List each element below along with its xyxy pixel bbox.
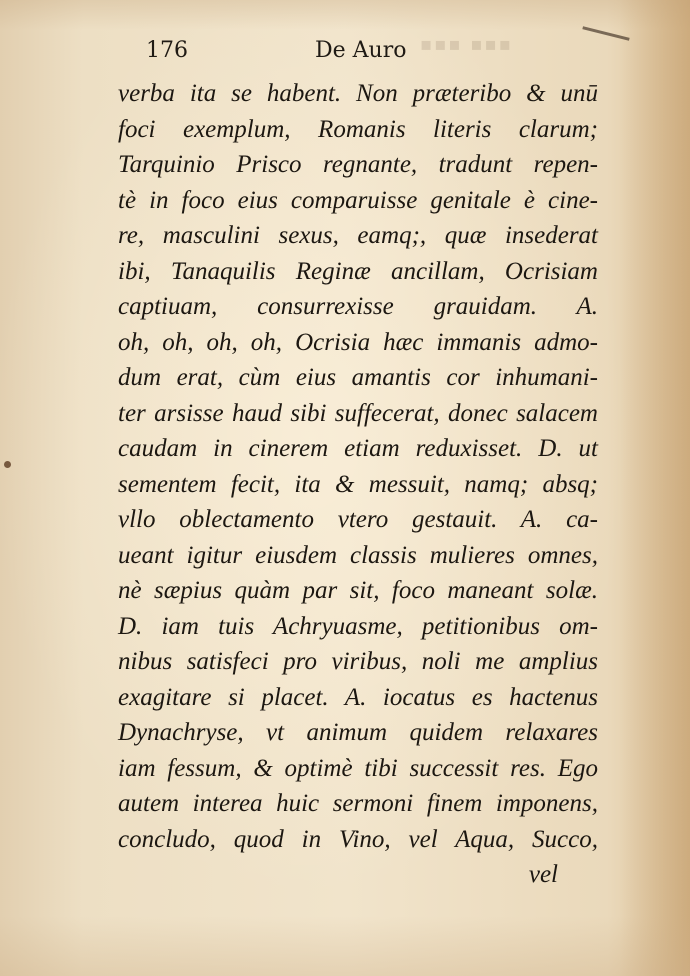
- page-shadow-right: [620, 0, 690, 976]
- text-line: nè sӕpius quàm par sit, foco maneant solӕ.: [118, 577, 598, 604]
- ink-spot: [4, 461, 11, 468]
- text-line: sementem fecit, ita & messuit, namq; absq;: [118, 470, 598, 498]
- text-line: Dynachryse, vt animum quidem relaxares: [118, 719, 598, 746]
- running-title: De Auro: [315, 38, 407, 63]
- text-line: ibi, Tanaquilis Reginӕ ancillam, Ocrisiam: [118, 257, 598, 285]
- text-line: vllo oblectamento vtero gestauit. A. ca-: [118, 506, 598, 533]
- text-line: exagitare si placet. A. iocatus es hactenus: [118, 683, 598, 711]
- text-line: concludo, quod in Vino, vel Aqua, Succo,: [118, 825, 598, 853]
- text-line: foci exemplum, Romanis literis clarum;: [118, 115, 598, 143]
- text-line: dum erat, cùm eius amantis cor inhumani-: [118, 364, 598, 391]
- text-line: nibus satisfeci pro viribus, noli me amplius: [118, 648, 598, 675]
- page-header: [140, 34, 560, 70]
- text-line: autem interea huic sermoni finem imponens,: [118, 790, 598, 817]
- text-line: ueant igitur eiusdem classis mulieres omnes,: [118, 541, 598, 569]
- body-text: [118, 76, 598, 893]
- page-shadow-top: [0, 0, 690, 30]
- page-shadow-bottom: [0, 916, 690, 976]
- bleed-through-ink: ▪▪▪ ▪▪▪: [420, 34, 513, 55]
- text-line: D. iam tuis Achryuasme, petitionibus om-: [118, 612, 598, 640]
- text-line: captiuam, consurrexisse grauidam. A.: [118, 293, 598, 320]
- text-line: verba ita se habent. Non prӕteribo & unū: [118, 80, 598, 107]
- page-number: 176: [146, 38, 188, 63]
- text-line: oh, oh, oh, oh, Ocrisia hӕc immanis admo-: [118, 328, 598, 356]
- catchword: vel: [528, 861, 558, 888]
- text-line: iam fessum, & optimè tibi successit res. Ego: [118, 754, 598, 782]
- text-line: Tarquinio Prisco regnante, tradunt repen-: [118, 151, 598, 178]
- text-line: re, masculini sexus, eamq;, quӕ insederat: [118, 222, 598, 249]
- text-line: ter arsisse haud sibi suffecerat, donec salacem: [118, 399, 598, 427]
- text-line: caudam in cinerem etiam reduxisset. D. ut: [118, 435, 598, 462]
- text-line: tè in foco eius comparuisse genitale è cine-: [118, 186, 598, 214]
